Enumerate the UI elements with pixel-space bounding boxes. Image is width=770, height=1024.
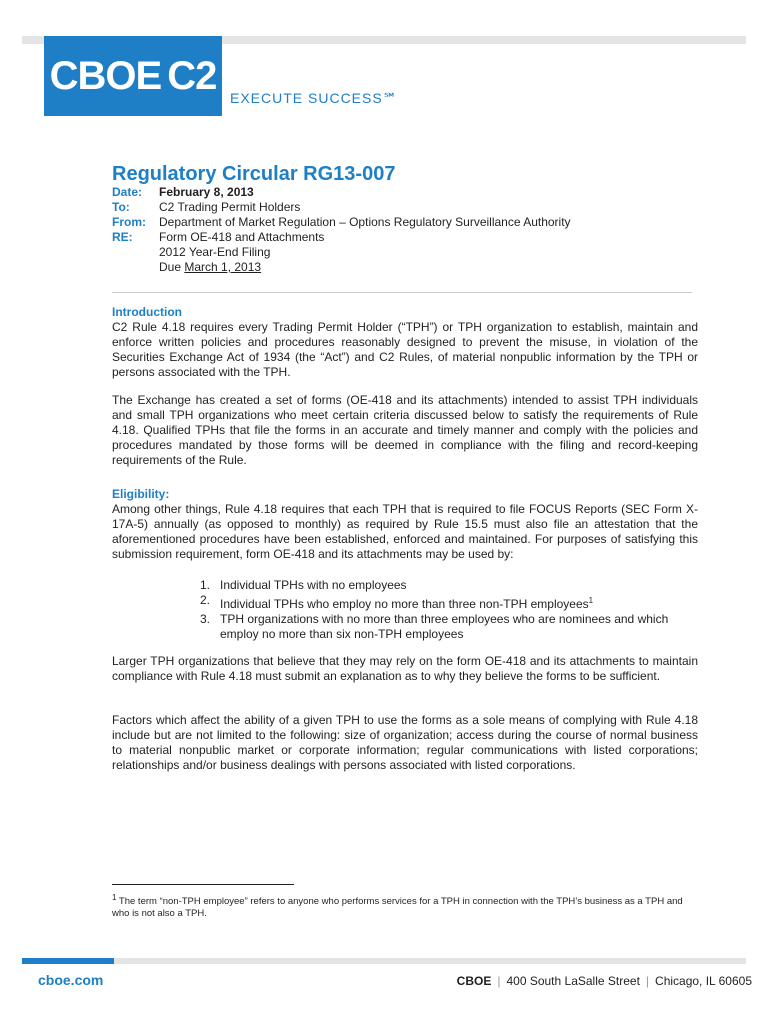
meta-label: From: <box>112 215 146 229</box>
footer-brand: CBOE <box>456 974 492 988</box>
meta-row-re <box>112 230 571 245</box>
site-link[interactable]: cboe.com <box>38 972 104 988</box>
footnote <box>112 892 698 920</box>
meta-label: To: <box>112 200 130 214</box>
meta-label: RE: <box>112 230 133 244</box>
meta-label: Date: <box>112 185 143 199</box>
meta-row-re-3 <box>112 260 571 275</box>
meta-value-from: Department of Market Regulation – Options Regulatory Surveillance Authority <box>159 215 571 229</box>
meta-label <box>112 245 159 260</box>
meta-value-to: C2 Trading Permit Holders <box>159 200 301 214</box>
list-number: 1. <box>200 578 211 592</box>
cboe-c2-logo <box>44 36 222 116</box>
footer-street: 400 South LaSalle Street <box>506 974 640 988</box>
eligibility-list <box>200 578 700 642</box>
footer-bar-accent <box>22 958 114 964</box>
list-number: 3. <box>200 612 211 626</box>
footer-separator: | <box>497 974 501 988</box>
list-text: Individual TPHs who employ no more than three non-TPH employees <box>220 597 589 611</box>
list-item <box>200 578 700 593</box>
footer-address <box>457 974 752 988</box>
eligibility-paragraph-1: Among other things, Rule 4.18 requires that each TPH that is required to file FOCUS Reports (SEC Form X-17A-5) annually (as opposed to monthly) as required by Rule 15.5 must also file an attestation that the aforementioned procedures have been established, enforced and maintained. For purposes of satisfying this submission requirement, form OE-418 and its attachments may be used by: <box>112 502 698 561</box>
eligibility-heading: Eligibility: <box>112 487 170 501</box>
meta-row-re-2 <box>112 245 571 260</box>
logo-cboe-text: CBOE <box>49 53 162 98</box>
footnote-divider <box>112 884 294 885</box>
meta-label <box>112 260 159 275</box>
meta-value-due <box>159 260 261 275</box>
footnote-number: 1 <box>112 893 117 902</box>
eligibility-paragraph-2: Larger TPH organizations that believe that they may rely on the form OE-418 and its attachments to maintain compliance with Rule 4.18 must submit an explanation as to why they believe the forms to be sufficient. <box>112 654 698 683</box>
footer-city: Chicago, IL 60605 <box>655 974 752 988</box>
due-prefix: Due <box>159 260 185 274</box>
footnote-marker[interactable]: 1 <box>588 596 594 605</box>
intro-heading: Introduction <box>112 305 182 319</box>
list-text: TPH organizations with no more than three employees who are nominees and which employ no more than six non-TPH employees <box>220 612 669 641</box>
meta-value-filing: 2012 Year-End Filing <box>159 245 271 259</box>
intro-paragraph-2: The Exchange has created a set of forms (OE-418 and its attachments) intended to assist TPH individuals and small TPH organizations who meet certain criteria discussed below to satisfy the requirements of Rule 4.18. Qualified TPHs that file the forms in an accurate and timely manner and comply with the policies and procedures mandated by those forms will be deemed in compliance with the filing and record-keeping requirements of the Rule. <box>112 393 698 467</box>
eligibility-paragraph-3: Factors which affect the ability of a given TPH to use the forms as a sole means of complying with Rule 4.18 include but are not limited to the following: size of organization; access during the course of normal business to material nonpublic market or corporate information; regular communications with listed corporations; relationships and/or business dealings with persons associated with listed corporations. <box>112 713 698 772</box>
circular-meta <box>112 185 571 275</box>
due-date: March 1, 2013 <box>184 260 262 274</box>
meta-value-date: February 8, 2013 <box>159 185 254 199</box>
divider <box>112 292 692 293</box>
intro-paragraph-1: C2 Rule 4.18 requires every Trading Permit Holder (“TPH”) or TPH organization to establish, maintain and enforce written policies and procedures reasonably designed to prevent the misuse, in violation of the Securities Exchange Act of 1934 (the “Act”) and C2 Rules, of material nonpublic information by the TPH or persons associated with the TPH. <box>112 320 698 379</box>
circular-title: Regulatory Circular RG13-007 <box>112 163 396 185</box>
logo-c2-text: C2 <box>167 53 217 98</box>
footer-separator: | <box>645 974 650 988</box>
meta-row-date <box>112 185 571 200</box>
list-number: 2. <box>200 593 211 607</box>
meta-row-from <box>112 215 571 230</box>
list-text-with-footnote <box>220 593 700 612</box>
footer-bar <box>22 958 746 964</box>
list-item <box>200 593 700 612</box>
list-text: Individual TPHs with no employees <box>220 578 407 592</box>
meta-row-to <box>112 200 571 215</box>
tagline: EXECUTE SUCCESS℠ <box>230 90 398 106</box>
meta-value-re: Form OE-418 and Attachments <box>159 230 325 244</box>
footnote-text: The term “non-TPH employee” refers to anyone who performs services for a TPH in connection with the TPH’s business as a TPH and who is not also a TPH. <box>112 896 683 920</box>
list-item <box>200 612 700 642</box>
